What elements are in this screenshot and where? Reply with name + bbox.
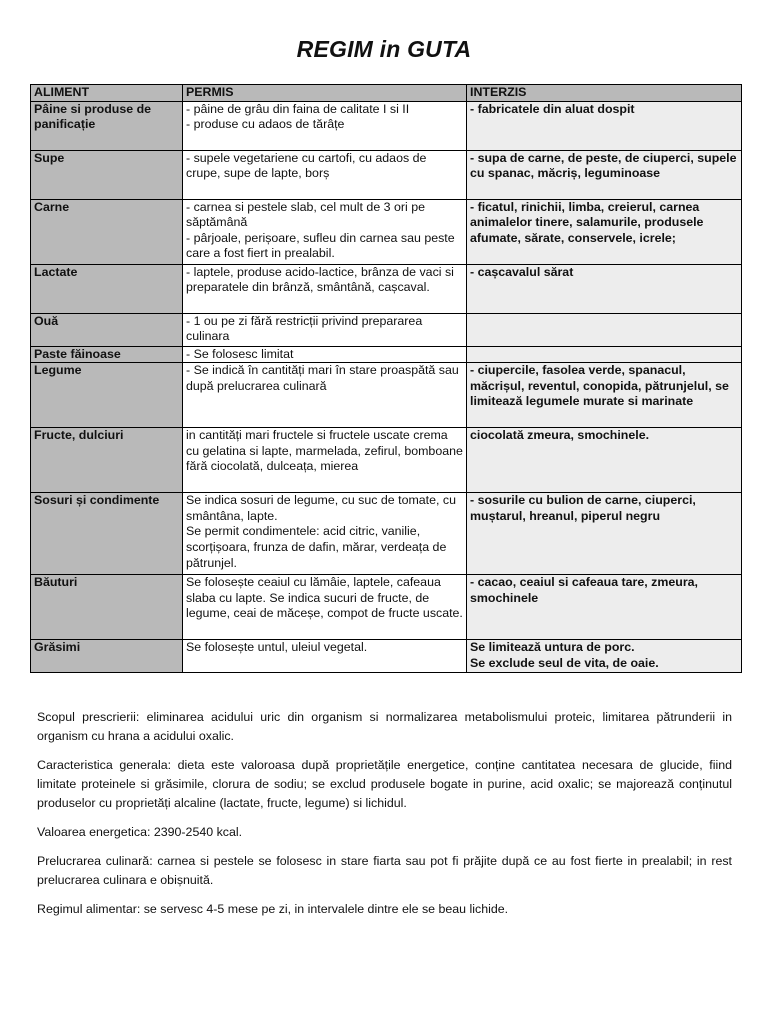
food-cell: Carne [31, 199, 183, 264]
diet-table [30, 84, 742, 673]
page-title: REGIM in GUTA [296, 36, 472, 62]
allowed-cell: - supele vegetariene cu cartofi, cu adaos de crupe, supe de lapte, borș [183, 150, 467, 199]
allowed-cell: - Se folosesc limitat [183, 346, 467, 363]
description-text [37, 708, 732, 929]
food-cell: Paste făinoase [31, 346, 183, 363]
table-row [31, 575, 742, 640]
header-permis: PERMIS [183, 85, 467, 102]
forbidden-cell: - cașcavalul sărat [467, 264, 742, 313]
forbidden-cell: - ficatul, rinichii, limba, creierul, carnea animalelor tinere, salamurile, produsele afumate, sărate, conservele, icrele; [467, 199, 742, 264]
forbidden-cell: - cacao, ceaiul si cafeaua tare, zmeura, smochinele [467, 575, 742, 640]
table-header-row [31, 85, 742, 102]
forbidden-cell [467, 313, 742, 346]
food-cell: Ouă [31, 313, 183, 346]
header-interzis: INTERZIS [467, 85, 742, 102]
forbidden-cell: - supa de carne, de peste, de ciuperci, supele cu spanac, măcriș, leguminoase [467, 150, 742, 199]
allowed-cell: Se folosește ceaiul cu lămâie, laptele, cafeaua slaba cu lapte. Se indica sucuri de fructe, de legume, ceai de măceșe, compot de fructe uscate. [183, 575, 467, 640]
allowed-cell: - 1 ou pe zi fără restricții privind prepararea culinara [183, 313, 467, 346]
table-row [31, 640, 742, 673]
table-row [31, 313, 742, 346]
allowed-cell: - Se indică în cantități mari în stare proaspătă sau după prelucrarea culinară [183, 363, 467, 428]
forbidden-cell: - ciupercile, fasolea verde, spanacul, măcrișul, reventul, conopida, pătrunjelul, se limitează legumele murate si marinate [467, 363, 742, 428]
food-cell: Lactate [31, 264, 183, 313]
food-cell: Sosuri și condimente [31, 493, 183, 575]
forbidden-cell: - sosurile cu bulion de carne, ciuperci, muștarul, hreanul, piperul negru [467, 493, 742, 575]
forbidden-cell: Se limitează untura de porc. Se exclude seul de vita, de oaie. [467, 640, 742, 673]
table-row [31, 346, 742, 363]
allowed-cell: - pâine de grâu din faina de calitate I si II - produse cu adaos de tărâțe [183, 101, 467, 150]
header-aliment: ALIMENT [31, 85, 183, 102]
table-row [31, 363, 742, 428]
allowed-cell: - laptele, produse acido-lactice, brânza de vaci si preparatele din brânză, smântână, cașcaval. [183, 264, 467, 313]
paragraph-meal-schedule: Regimul alimentar: se servesc 4-5 mese pe zi, in intervalele dintre ele se beau lichide. [37, 902, 509, 916]
table-row [31, 428, 742, 493]
table-row [31, 199, 742, 264]
allowed-cell: Se indica sosuri de legume, cu suc de tomate, cu smântâna, lapte. Se permit condimentele: acid citric, vanilie, scorțișoara, frunza de dafin, mărar, verdeața de pătrunjel. [183, 493, 467, 575]
food-cell: Pâine si produse de panificație [31, 101, 183, 150]
forbidden-cell [467, 346, 742, 363]
food-cell: Băuturi [31, 575, 183, 640]
table-row [31, 101, 742, 150]
food-cell: Legume [31, 363, 183, 428]
forbidden-cell: - fabricatele din aluat dospit [467, 101, 742, 150]
paragraph-energy-value: Valoarea energetica: 2390-2540 kcal. [37, 825, 243, 839]
table-row [31, 493, 742, 575]
food-cell: Supe [31, 150, 183, 199]
food-cell: Fructe, dulciuri [31, 428, 183, 493]
paragraph-purpose: Scopul prescrierii: eliminarea acidului uric din organism si normalizarea metabolismului proteic, limitarea pătrunderii in organism cu hrana a acidului oxalic. [37, 710, 732, 743]
table-row [31, 150, 742, 199]
forbidden-cell: ciocolată zmeura, smochinele. [467, 428, 742, 493]
allowed-cell: Se folosește untul, uleiul vegetal. [183, 640, 467, 673]
allowed-cell: - carnea si pestele slab, cel mult de 3 ori pe săptămână - pârjoale, perișoare, sufleu din carnea sau peste care a fost fiert in prealabil. [183, 199, 467, 264]
paragraph-characteristics: Caracteristica generala: dieta este valoroasa după proprietățile energetice, conține cantitatea necesara de glucide, fiind limitate proteinele si grăsimile, clorura de sodiu; se exclud produsele bogate in purine, acid oxalic; se majorează conținutul produselor cu proprietăți alcaline (lactate, fructe, legume) si lichidul. [37, 758, 732, 810]
table-row [31, 264, 742, 313]
paragraph-culinary-processing: Prelucrarea culinară: carnea si pestele se folosesc in stare fiarta sau pot fi prăjite după ce au fost fierte in prealabil; in rest prelucrarea culinara e obișnuită. [37, 854, 732, 887]
food-cell: Grăsimi [31, 640, 183, 673]
allowed-cell: in cantități mari fructele si fructele uscate crema cu gelatina si lapte, marmelada, zefirul, bomboane fără ciocolată, dulceața, mierea [183, 428, 467, 493]
